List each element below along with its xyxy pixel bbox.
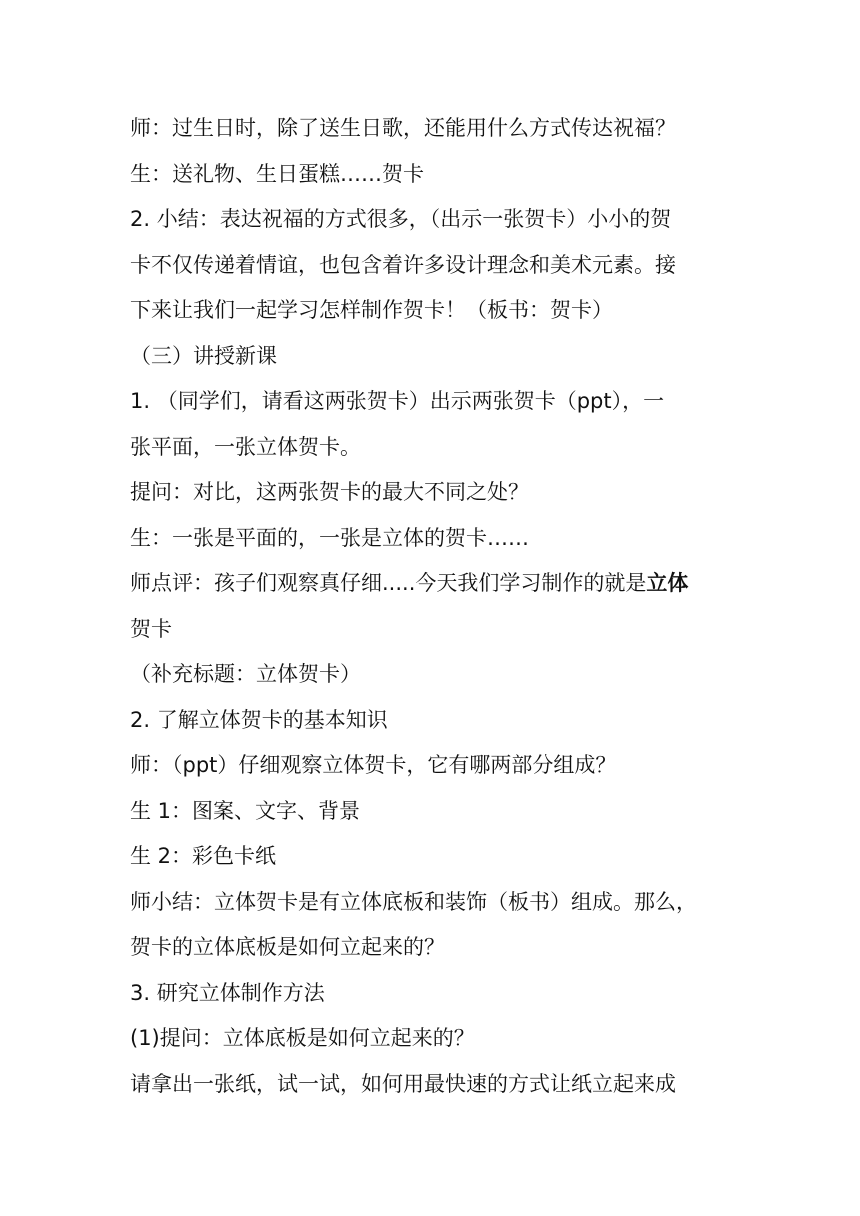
text-line: 师小结：立体贺卡是有立体底板和装饰（板书）组成。那么， [130,889,697,914]
text-line: 请拿出一张纸，试一试，如何用最快速的方式让纸立起来成 [130,1071,676,1096]
text-line: 师：过生日时，除了送生日歌，还能用什么方式传达祝福？ [130,116,676,140]
text-line: 卡不仅传递着情谊，也包含着许多设计理念和美术元素。接 [130,252,676,277]
comment-line [130,561,735,607]
document-body [130,106,735,1107]
comment-bold-term: 立体 [646,571,689,595]
text-line: 贺卡的立体底板是如何立起来的？ [130,935,445,959]
text-line: 贺卡 [130,616,172,641]
text-line: 2. 了解立体贺卡的基本知识 [130,707,388,732]
section-heading: （三）讲授新课 [130,343,277,368]
text-line: 2. 小结：表达祝福的方式很多，（出示一张贺卡）小小的贺 [130,207,672,231]
text-line: 师：（ppt）仔细观察立体贺卡，它有哪两部分组成？ [130,753,617,777]
text-line: 3. 研究立体制作方法 [130,980,325,1005]
text-line: 生 1：图案、文字、背景 [130,798,361,823]
text-line: 生：送礼物、生日蛋糕……贺卡 [130,161,424,186]
text-line: (1)提问：立体底板是如何立起来的？ [130,1026,475,1050]
text-line: 张平面，一张立体贺卡。 [130,434,361,459]
text-line: （补充标题：立体贺卡） [130,662,361,686]
text-line: 生：一张是平面的，一张是立体的贺卡…… [130,525,529,550]
text-line: 1. （同学们，请看这两张贺卡）出示两张贺卡（ppt），一 [130,389,665,413]
comment-prefix: 师点评：孩子们观察真仔细.....今天我们学习制作的就是 [130,571,647,595]
text-line: 生 2：彩色卡纸 [130,844,277,868]
text-line: 提问：对比，这两张贺卡的最大不同之处？ [130,480,529,504]
text-line: 下来让我们一起学习怎样制作贺卡！（板书：贺卡） [130,298,613,322]
